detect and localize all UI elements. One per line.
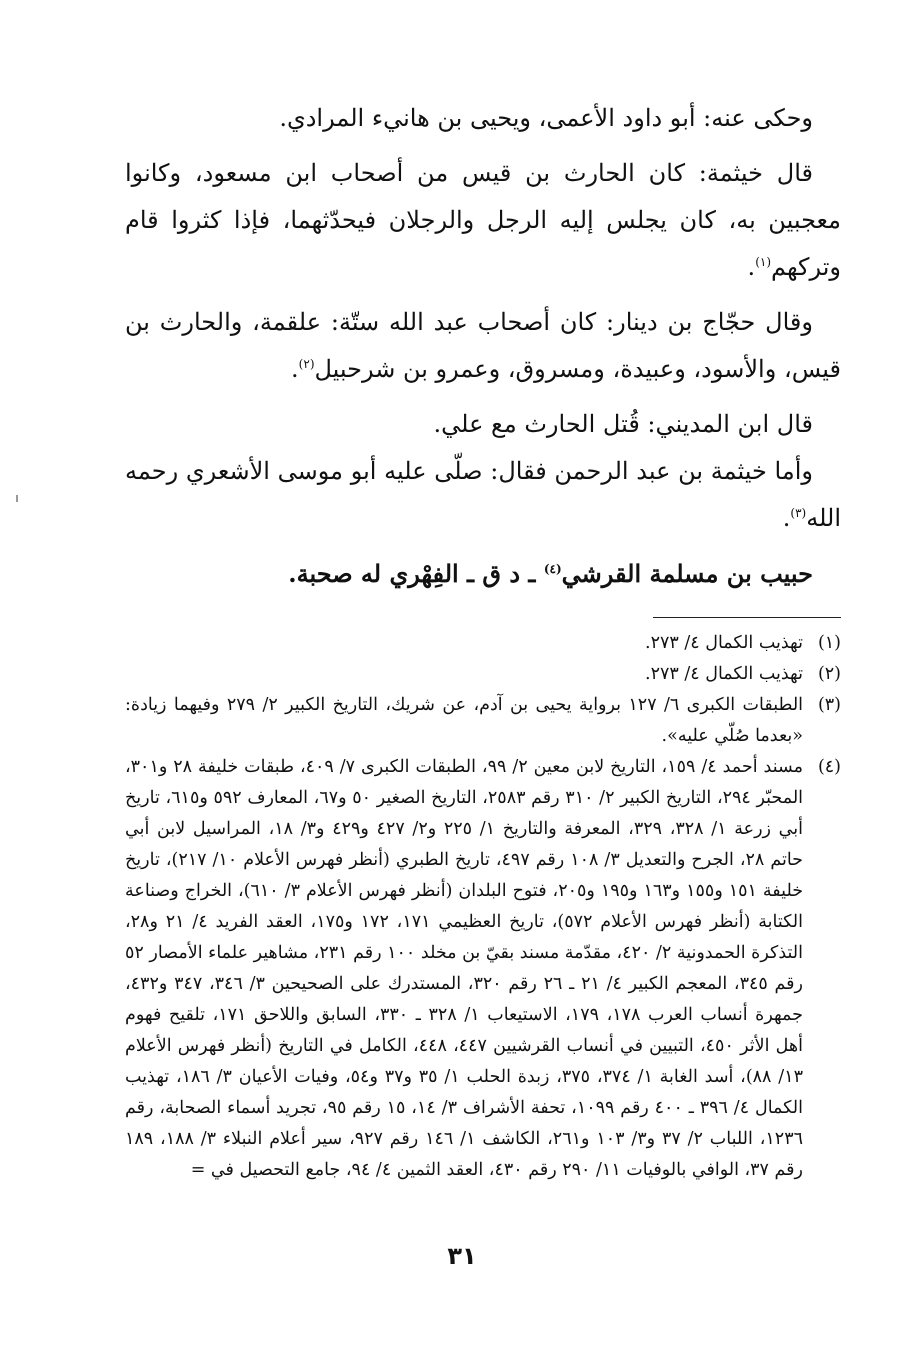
page-body — [125, 95, 841, 1186]
paragraph-khaythama: قال خيثمة: كان الحارث بن قيس من أصحاب ابن مسعود، وكانوا معجبين به، كان يجلس إليه الرجل والرجلان فيحدّثهما، فإذا كثروا قام وتركهم$^{(١)}$. — [125, 159, 841, 281]
footnote-1 — [125, 628, 841, 659]
footnote-text: تهذيب الكمال ٤/ ٢٧٣. — [645, 633, 803, 653]
footnote-number: (٤) — [817, 757, 841, 777]
footnotes — [125, 628, 841, 1186]
footnote-number: (٢) — [817, 664, 841, 684]
page-number: ٣١ — [447, 1242, 477, 1270]
paragraph-narrators: وحكى عنه: أبو داود الأعمى، ويحيى بن هانيء المرادي. — [279, 104, 813, 132]
footnote-number: (٣) — [817, 695, 841, 715]
footnote-ref-2[interactable]: (٢) — [298, 357, 315, 371]
footnote-ref-3[interactable]: (٣) — [790, 506, 807, 520]
margin-speck — [16, 495, 18, 502]
footnote-ref-4[interactable]: (٤) — [543, 562, 562, 576]
paragraph-abu-musa: وأما خيثمة بن عبد الرحمن فقال: صلّى عليه أبو موسى الأشعري رحمه الله$^{(٣)}$. — [125, 457, 841, 532]
footnote-divider — [653, 617, 841, 618]
footnote-text: تهذيب الكمال ٤/ ٢٧٣. — [645, 664, 803, 684]
entry-heading: حبيب بن مسلمة القرشي$^{(٤)}$ ـ د ق ـ الفِهْري له صحبة. — [288, 559, 813, 588]
footnote-text: الطبقات الكبرى ٦/ ١٢٧ برواية يحيى بن آدم، عن شريك، التاريخ الكبير ٢/ ٢٧٩ وفيهما زيادة: «بعدما صُلّي عليه». — [125, 695, 804, 746]
footnote-2 — [125, 659, 841, 690]
footnote-4 — [125, 752, 841, 1186]
paragraph-madini: قال ابن المديني: قُتل الحارث مع علي. — [433, 410, 813, 438]
paragraph-hajjaj: وقال حجّاج بن دينار: كان أصحاب عبد الله ستّة: علقمة، والحارث بن قيس، والأسود، وعبيدة، ومسروق، وعمرو بن شرحبيل$^{(٢)}$. — [125, 308, 841, 383]
footnote-ref-1[interactable]: (١) — [755, 255, 772, 269]
footnote-text: مسند أحمد ٤/ ١٥٩، التاريخ لابن معين ٢/ ٩٩، الطبقات الكبرى ٧/ ٤٠٩، طبقات خليفة ٢٨ و٣٠١، المحبّر ٢٩٤، التاريخ الكبير ٢/ ٣١٠ رقم ٢٥٨٣، التاريخ الصغير ٥٠ و٦٧، المعارف ٥٩٢ و٦١٥، تاريخ أبي زرعة ١/ ٣٢٨، ٣٢٩، المعرفة والتاريخ ١/ ٢٢٥ و٢/ ٤٢٧ و٤٢٩ و٣/ ١٨، المراسيل لابن أبي حاتم ٢٨، الجرح والتعديل ٣/ ١٠٨ رقم ٤٩٧، تاريخ الطبري (أنظر فهرس الأعلام ١٠/ ٢١٧)، تاريخ خليفة ١٥١ و١٥٥ و١٦٣ و١٩٥ و٢٠٥، فتوح البلدان (أنظر فهرس الأعلام ٣/ ٦١٠)، الخراج وصناعة الكتابة (أنظر فهرس الأعلام ٥٧٢)، تاريخ العظيمي ١٧١، ١٧٢ و١٧٥، العقد الفريد ٤/ ٢١ و٢٨، التذكرة الحمدونية ٢/ ٤٢٠، مقدّمة مسند بقيّ بن مخلد ١٠٠ رقم ٢٣١، مشاهير علماء الأمصار ٥٢ رقم ٣٤٥، المعجم الكبير ٤/ ٢١ ـ ٢٦ رقم ٣٢٠، المستدرك على الصحيحين ٣/ ٣٤٦، ٣٤٧ و٤٣٢، جمهرة أنساب العرب ١٧٨، ١٧٩، الاستيعاب ١/ ٣٢٨ ـ ٣٣٠، السابق واللاحق ١٧١، تلقيح فهوم أهل الأثر ٤٥٠، التبيين في أنساب القرشيين ٤٤٧، ٤٤٨، الكامل في التاريخ (أنظر فهرس الأعلام ١٣/ ٨٨)، أسد الغابة ١/ ٣٧٤، ٣٧٥، زبدة الحلب ١/ ٣٥ و٣٧ و٥٤، وفيات الأعيان ٣/ ١٨٦، تهذيب الكمال ٤/ ٣٩٦ ـ ٤٠٠ رقم ١٠٩٩، تحفة الأشراف ٣/ ١٤، ١٥ رقم ٩٥، تجريد أسماء الصحابة، رقم ١٢٣٦، اللباب ٢/ ٣٧ و٣/ ١٠٣ و٢٦١، الكاشف ١/ ١٤٦ رقم ٩٢٧، سير أعلام النبلاء ٣/ ١٨٨، ١٨٩ رقم ٣٧، الوافي بالوفيات ١١/ ٢٩٠ رقم ٤٣٠، العقد الثمين ٤/ ٩٤، جامع التحصيل في = — [125, 757, 804, 1180]
footnote-3 — [125, 690, 841, 752]
footnote-number: (١) — [817, 633, 841, 653]
